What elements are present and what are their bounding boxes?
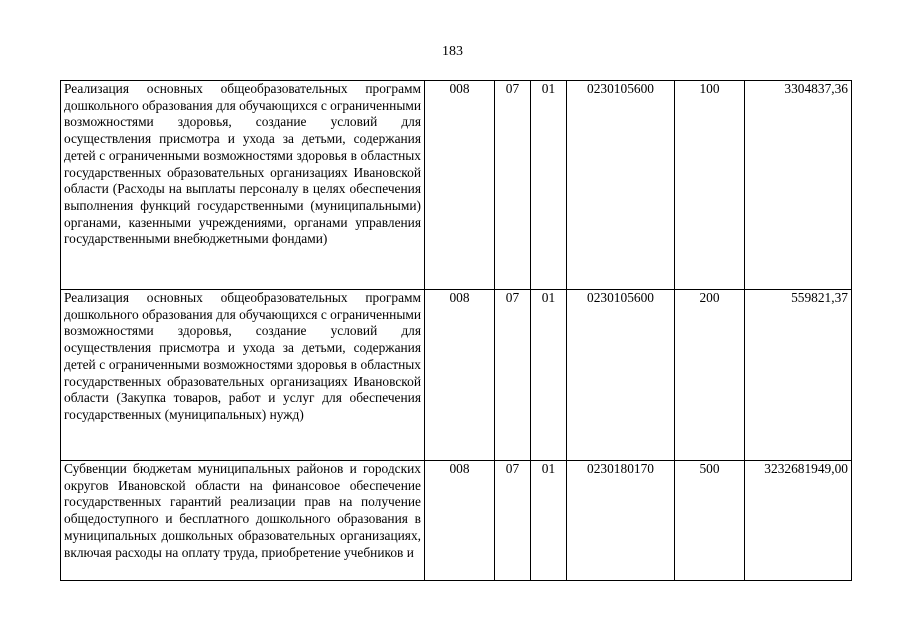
target-article-code: 0230105600 [567, 81, 675, 290]
amount: 3232681949,00 [745, 461, 852, 581]
amount: 3304837,36 [745, 81, 852, 290]
amount: 559821,37 [745, 290, 852, 461]
page-number: 183 [442, 44, 463, 59]
expense-type-code: 500 [675, 461, 745, 581]
target-article-code: 0230105600 [567, 290, 675, 461]
table-row [61, 290, 852, 461]
subsection-code: 01 [531, 290, 567, 461]
section-code: 07 [495, 290, 531, 461]
expense-type-code: 100 [675, 81, 745, 290]
table-row [61, 461, 852, 581]
ministry-code: 008 [425, 461, 495, 581]
ministry-code: 008 [425, 290, 495, 461]
expense-description: Реализация основных общеобразовательных программ дошкольного образования для обучающихся с ограниченными возможностями здоровья, создание условий для осуществления присмотра и ухода за детьми, содержания детей с ограниченными возможностями здоровья в областных государственных образовательных организациях Ивановской области (Закупка товаров, работ и услуг для обеспечения государственных (муниципальных) нужд) [61, 290, 425, 461]
table-row [61, 81, 852, 290]
budget-table [60, 80, 852, 581]
section-code: 07 [495, 461, 531, 581]
expense-description: Субвенции бюджетам муниципальных районов и городских округов Ивановской области на финансовое обеспечение государственных гарантий реализации прав на получение общедоступного и бесплатного дошкольного образования в муниципальных дошкольных образовательных организациях, включая расходы на оплату труда, приобретение учебников и [61, 461, 425, 581]
target-article-code: 0230180170 [567, 461, 675, 581]
expense-description: Реализация основных общеобразовательных программ дошкольного образования для обучающихся с ограниченными возможностями здоровья, создание условий для осуществления присмотра и ухода за детьми, содержания детей с ограниченными возможностями здоровья в областных государственных образовательных организациях Ивановской области (Расходы на выплаты персоналу в целях обеспечения выполнения функций государственными (муниципальными) органами, казенными учреждениями, органами управления государственными внебюджетными фондами) [61, 81, 425, 290]
ministry-code: 008 [425, 81, 495, 290]
subsection-code: 01 [531, 461, 567, 581]
section-code: 07 [495, 81, 531, 290]
subsection-code: 01 [531, 81, 567, 290]
expense-type-code: 200 [675, 290, 745, 461]
